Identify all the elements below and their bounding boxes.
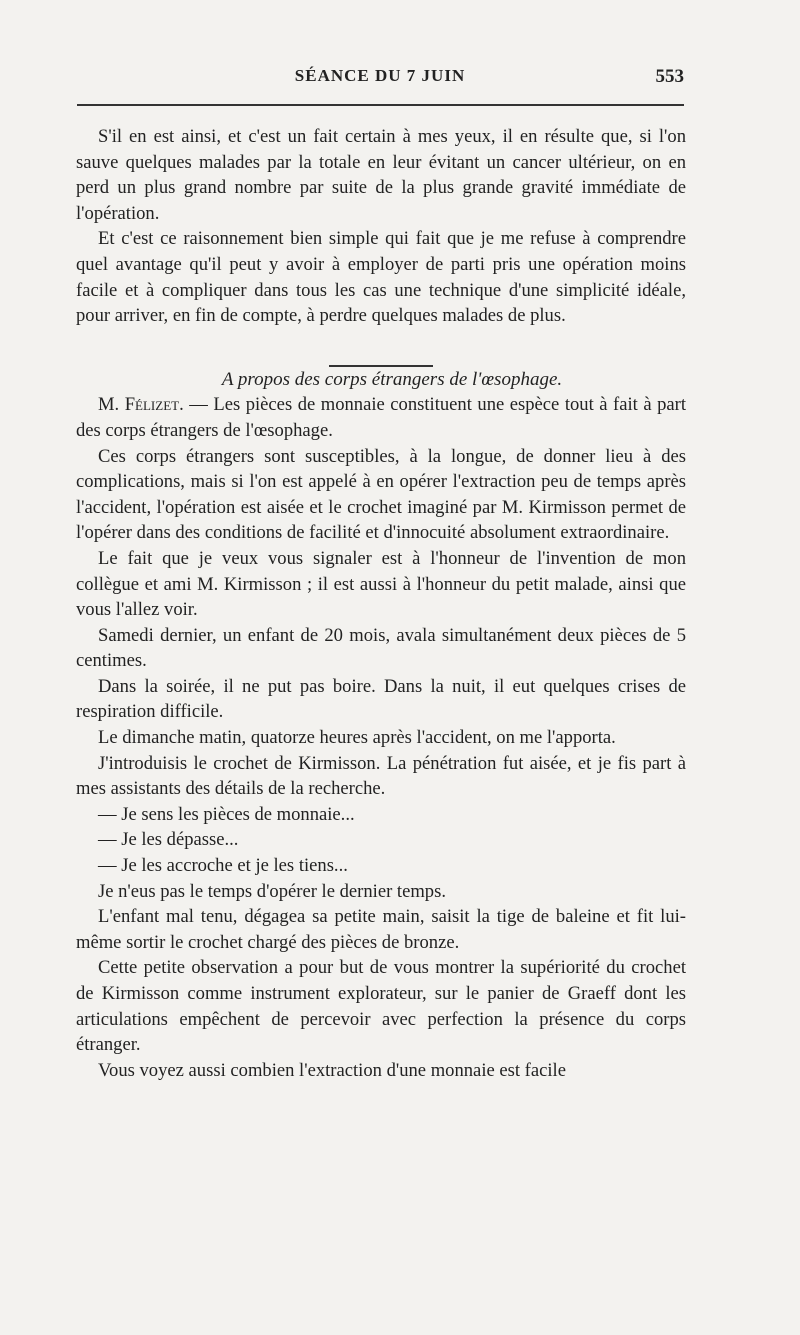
page-number: 553: [655, 66, 684, 87]
paragraph: S'il en est ainsi, et c'est un fait certain à mes yeux, il en résulte que, si l'on sauve quelques malades par la totale en leur évitant un cancer ultérieur, on en perd un plus grand nombre par suite de la plus grande gravité immédiate de l'opération.: [76, 126, 686, 224]
paragraph: J'introduisis le crochet de Kirmisson. La pénétration fut aisée, et je fis part à mes assistants des détails de la recherche.: [76, 752, 686, 800]
running-head: [76, 66, 684, 92]
paragraph: Vous voyez aussi combien l'extraction d'une monnaie est facile: [98, 1059, 566, 1081]
section-title: A propos des corps étrangers de l'œsophage.: [221, 368, 563, 390]
paragraph: L'enfant mal tenu, dégagea sa petite main, saisit la tige de baleine et fit lui-même sortir le crochet chargé des pièces de bronze.: [76, 906, 686, 953]
speaker-name: M. Félizet.: [98, 394, 184, 416]
paragraph: Cette petite observation a pour but de vous montrer la supériorité du crochet de Kirmisson comme instrument explorateur, sur le panier de Graeff dont les articulations empêchent de percevoir avec perfection la présence du corps étranger.: [76, 957, 686, 1056]
paragraph: Et c'est ce raisonnement bien simple qui fait que je me refuse à comprendre quel avantage qu'il peut y avoir à employer de parti pris une opération moins facile et à compliquer dans tous les cas une technique d'une simplicité idéale, pour arriver, en fin de compte, à perdre quelques malades de plus.: [76, 228, 686, 327]
dialogue-line: — Je les accroche et je les tiens...: [98, 855, 348, 877]
paragraph: Je n'eus pas le temps d'opérer le dernier temps.: [98, 880, 446, 902]
paragraph: Le dimanche matin, quatorze heures après l'accident, on me l'apporta.: [98, 727, 616, 749]
body-text: [76, 124, 686, 1083]
paragraph: Le fait que je veux vous signaler est à l'honneur de l'invention de mon collègue et ami M. Kirmisson ; il est aussi à l'honneur du petit malade, ainsi que vous l'allez voir.: [76, 547, 686, 621]
paragraph: Samedi dernier, un enfant de 20 mois, avala simultanément deux pièces de 5 centimes.: [76, 624, 686, 672]
dialogue-line: — Je sens les pièces de monnaie...: [98, 803, 355, 825]
running-head-title: SÉANCE DU 7 JUIN: [294, 66, 466, 85]
dialogue-line: — Je les dépasse...: [98, 829, 239, 851]
paragraph-text: — Les pièces de monnaie constituent une espèce tout à fait à part des corps étrangers de l'œsophage.: [76, 394, 686, 441]
header-rule: [77, 104, 684, 106]
paragraph: Ces corps étrangers sont susceptibles, à la longue, de donner lieu à des complications, mais si l'on est appelé à en opérer l'extraction peu de temps après l'accident, l'opération est aisée et le crochet imaginé par M. Kirmisson permet de l'opérer dans des conditions de facilité et d'innocuité absolument extraordinaire.: [76, 445, 686, 544]
paragraph: Dans la soirée, il ne put pas boire. Dans la nuit, il eut quelques crises de respiration difficile.: [76, 675, 686, 723]
paragraph-speaker: [76, 392, 686, 443]
